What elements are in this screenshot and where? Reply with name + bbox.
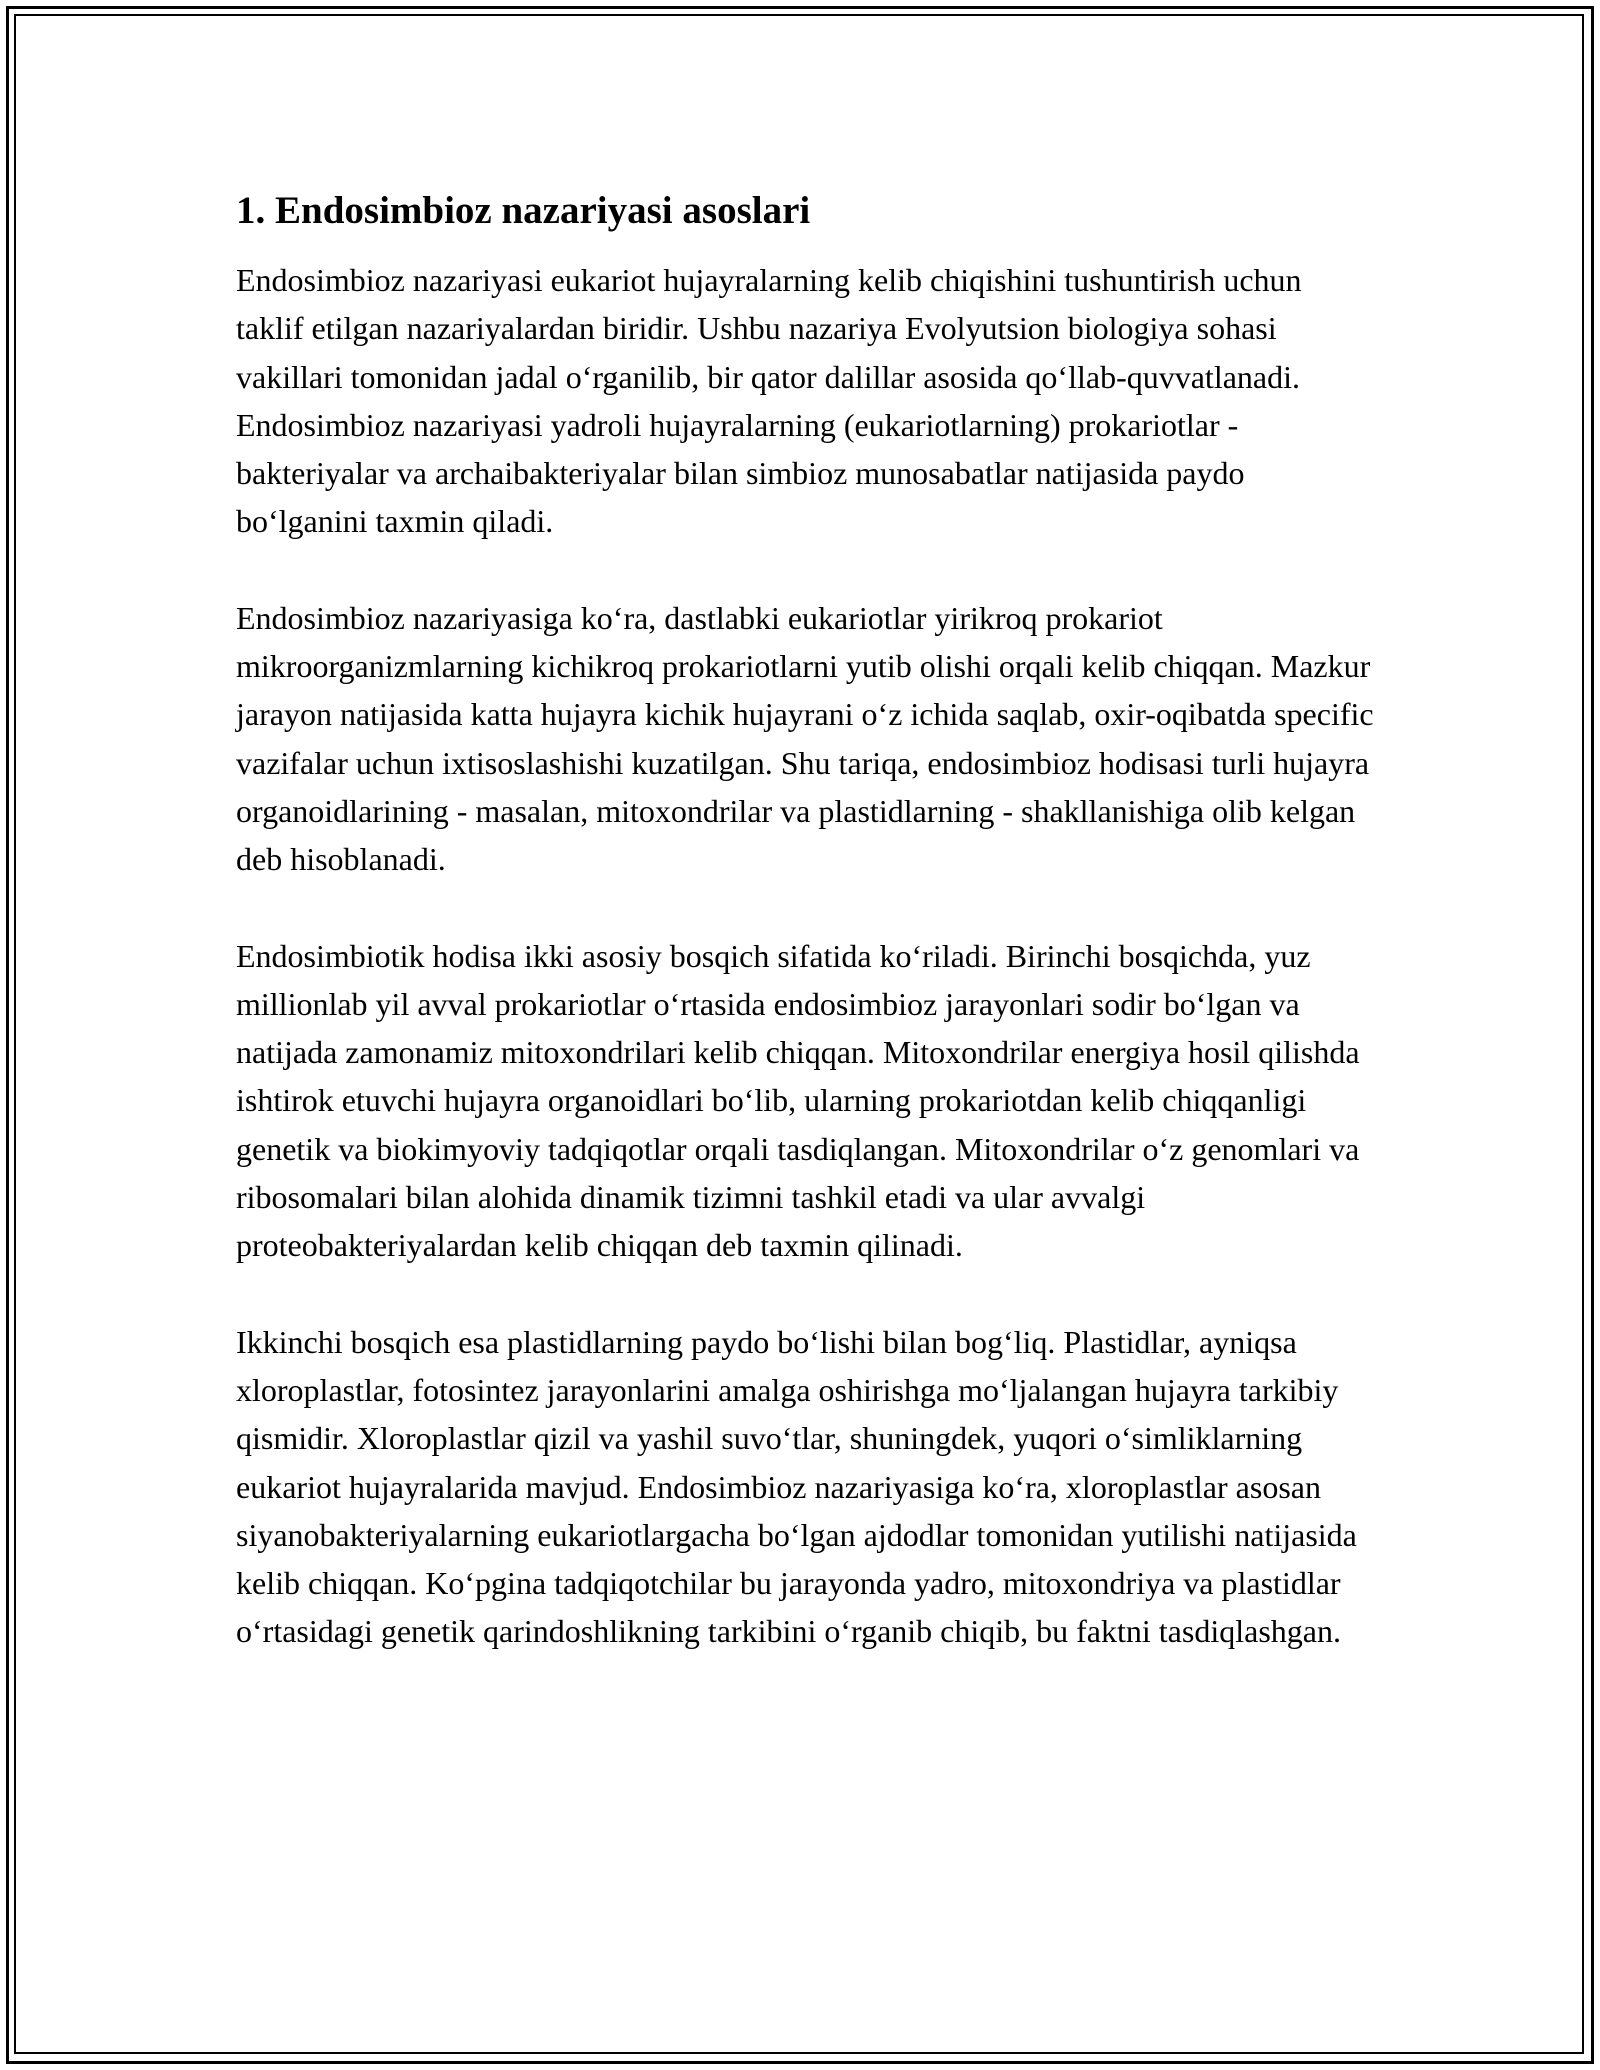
document-body (236, 186, 1376, 1704)
paragraph-1: Endosimbioz nazariyasi eukariot hujayralarning kelib chiqishini tushuntirish uchun taklif etilgan nazariyalardan biridir. Ushbu nazariya Evolyutsion biologiya sohasi vakillari tomonidan jadal o‘rganilib, bir qator dalillar asosida qo‘llab-quvvatlanadi. Endosimbioz nazariyasi yadroli hujayralarning (eukariotlarning) prokariotlar - bakteriyalar va archaibakteriyalar bilan simbioz munosabatlar natijasida paydo bo‘lganini taxmin qiladi. (236, 262, 1302, 540)
paragraph-2: Endosimbioz nazariyasiga ko‘ra, dastlabki eukariotlar yirikroq prokariot mikroorganizmlarning kichikroq prokariotlarni yutib olishi orqali kelib chiqqan. Mazkur jarayon natijasida katta hujayra kichik hujayrani o‘z ichida saqlab, oxir-oqibatda specific vazifalar uchun ixtisoslashishi kuzatilgan. Shu tariqa, endosimbioz hodisasi turli hujayra organoidlarining - masalan, mitoxondrilar va plastidlarning - shakllanishiga olib kelgan deb hisoblanadi. (236, 599, 1374, 878)
section-heading: 1. Endosimbioz nazariyasi asoslari (236, 189, 811, 232)
paragraph-4: Ikkinchi bosqich esa plastidlarning paydo bo‘lishi bilan bog‘liq. Plastidlar, ayniqsa xloroplastlar, fotosintez jarayonlarini amalga oshirishga mo‘ljalangan hujayra tarkibiy qismidir. Xloroplastlar qizil va yashil suvo‘tlar, shuningdek, yuqori o‘simliklarning eukariot hujayralarida mavjud. Endosimbioz nazariyasiga ko‘ra, xloroplastlar asosan siyanobakteriyalarning eukariotlargacha bo‘lgan ajdodlar tomonidan yutilishi natijasida kelib chiqqan. Ko‘pgina tadqiqotchilar bu jarayonda yadro, mitoxondriya va plastidlar o‘rtasidagi genetik qarindoshlikning tarkibini o‘rganib chiqib, bu faktni tasdiqlashgan. (236, 1323, 1357, 1650)
paragraph-3: Endosimbiotik hodisa ikki asosiy bosqich sifatida ko‘riladi. Birinchi bosqichda, yuz millionlab yil avval prokariotlar o‘rtasida endosimbioz jarayonlari sodir bo‘lgan va natijada zamonamiz mitoxondrilari kelib chiqqan. Mitoxondrilar energiya hosil qilishda ishtirok etuvchi hujayra organoidlari bo‘lib, ularning prokariotdan kelib chiqqanligi genetik va biokimyoviy tadqiqotlar orqali tasdiqlangan. Mitoxondrilar o‘z genomlari va ribosomalari bilan alohida dinamik tizimni tashkil etadi va ular avvalgi proteobakteriyalardan kelib chiqqan deb taxmin qilinadi. (236, 937, 1360, 1264)
